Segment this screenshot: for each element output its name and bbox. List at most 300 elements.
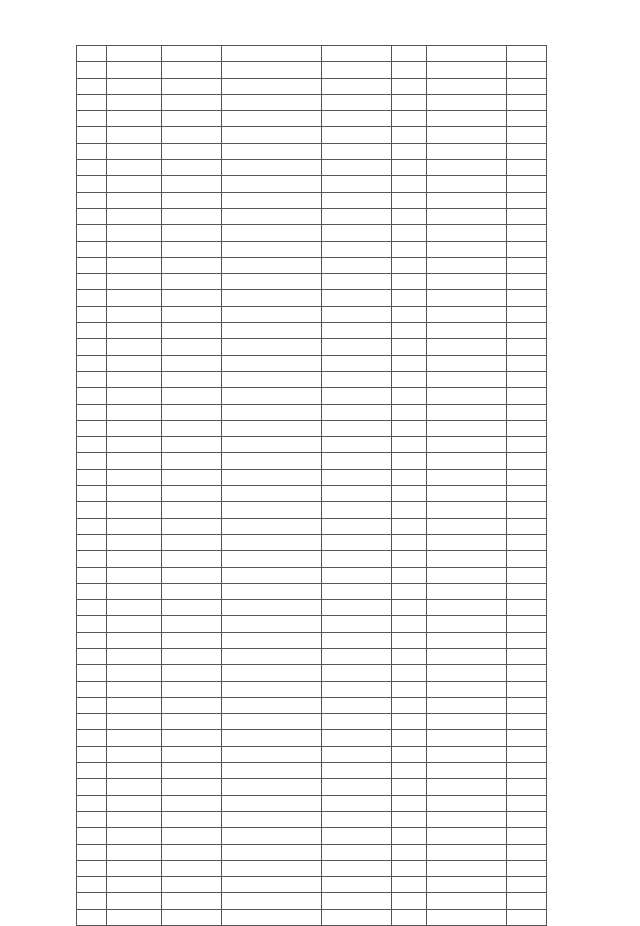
table-cell (77, 290, 107, 306)
table-cell (107, 160, 162, 176)
table-cell (222, 192, 322, 208)
table-cell (107, 877, 162, 893)
table-row (77, 730, 547, 746)
table-cell (162, 371, 222, 387)
table-cell (222, 355, 322, 371)
table-cell (322, 844, 392, 860)
table-cell (222, 160, 322, 176)
table-cell (427, 763, 507, 779)
table-cell (77, 714, 107, 730)
table-row (77, 502, 547, 518)
table-cell (222, 681, 322, 697)
table-cell (77, 665, 107, 681)
table-row (77, 763, 547, 779)
table-cell (162, 274, 222, 290)
table-row (77, 46, 547, 62)
table-cell (77, 78, 107, 94)
table-cell (507, 486, 547, 502)
table-cell (322, 567, 392, 583)
table-cell (107, 893, 162, 909)
table-cell (162, 388, 222, 404)
table-cell (77, 534, 107, 550)
table-cell (392, 290, 427, 306)
table-cell (77, 355, 107, 371)
table-cell (427, 355, 507, 371)
table-cell (222, 388, 322, 404)
table-cell (222, 877, 322, 893)
table-cell (507, 404, 547, 420)
table-row (77, 486, 547, 502)
table-cell (392, 306, 427, 322)
table-cell (507, 420, 547, 436)
table-cell (322, 600, 392, 616)
table-cell (427, 714, 507, 730)
table-cell (162, 877, 222, 893)
table-cell (392, 437, 427, 453)
table-cell (107, 420, 162, 436)
table-row (77, 746, 547, 762)
table-cell (162, 486, 222, 502)
table-cell (507, 648, 547, 664)
table-cell (222, 860, 322, 876)
table-cell (322, 306, 392, 322)
table-cell (107, 257, 162, 273)
table-cell (77, 371, 107, 387)
table-row (77, 648, 547, 664)
table-cell (322, 111, 392, 127)
table-cell (427, 860, 507, 876)
table-cell (107, 909, 162, 925)
table-cell (162, 339, 222, 355)
table-cell (322, 648, 392, 664)
table-cell (77, 681, 107, 697)
table-cell (392, 828, 427, 844)
table-cell (322, 616, 392, 632)
table-cell (107, 600, 162, 616)
table-cell (507, 355, 547, 371)
table-cell (507, 763, 547, 779)
table-cell (427, 111, 507, 127)
table-cell (507, 730, 547, 746)
table-cell (162, 909, 222, 925)
table-cell (222, 469, 322, 485)
table-cell (107, 828, 162, 844)
table-cell (162, 46, 222, 62)
table-cell (77, 877, 107, 893)
table-cell (427, 176, 507, 192)
table-cell (322, 909, 392, 925)
table-cell (392, 860, 427, 876)
table-cell (427, 225, 507, 241)
table-cell (77, 648, 107, 664)
table-cell (107, 290, 162, 306)
table-cell (77, 844, 107, 860)
table-cell (427, 502, 507, 518)
table-cell (507, 94, 547, 110)
table-cell (162, 420, 222, 436)
table-cell (392, 469, 427, 485)
table-cell (392, 355, 427, 371)
table-cell (392, 648, 427, 664)
table-cell (392, 893, 427, 909)
table-cell (322, 192, 392, 208)
table-cell (392, 323, 427, 339)
table-cell (322, 746, 392, 762)
table-cell (507, 62, 547, 78)
table-cell (162, 208, 222, 224)
table-cell (427, 241, 507, 257)
table-cell (162, 241, 222, 257)
table-row (77, 877, 547, 893)
table-cell (77, 551, 107, 567)
table-cell (507, 860, 547, 876)
table-cell (392, 339, 427, 355)
table-cell (222, 306, 322, 322)
table-cell (77, 274, 107, 290)
table-cell (507, 828, 547, 844)
table-cell (392, 795, 427, 811)
table-cell (507, 697, 547, 713)
table-cell (222, 583, 322, 599)
table-cell (222, 730, 322, 746)
document-sheet (76, 45, 546, 926)
table-row (77, 795, 547, 811)
table-cell (222, 208, 322, 224)
table-cell (322, 404, 392, 420)
table-cell (222, 828, 322, 844)
table-cell (222, 763, 322, 779)
table-cell (222, 632, 322, 648)
table-row (77, 208, 547, 224)
table-cell (77, 339, 107, 355)
table-cell (392, 779, 427, 795)
table-cell (322, 143, 392, 159)
table-row (77, 714, 547, 730)
table-cell (392, 143, 427, 159)
table-cell (222, 420, 322, 436)
table-cell (222, 62, 322, 78)
table-cell (162, 665, 222, 681)
table-cell (77, 746, 107, 762)
table-cell (222, 779, 322, 795)
table-cell (507, 746, 547, 762)
table-cell (392, 746, 427, 762)
table-cell (162, 534, 222, 550)
table-row (77, 551, 547, 567)
table-cell (507, 78, 547, 94)
table-cell (392, 453, 427, 469)
table-cell (162, 811, 222, 827)
table-cell (427, 306, 507, 322)
table-cell (162, 844, 222, 860)
table-cell (162, 437, 222, 453)
table-cell (107, 208, 162, 224)
table-cell (77, 616, 107, 632)
table-row (77, 828, 547, 844)
table-cell (107, 225, 162, 241)
table-cell (392, 46, 427, 62)
table-cell (77, 225, 107, 241)
table-cell (322, 763, 392, 779)
table-cell (322, 274, 392, 290)
table-cell (392, 388, 427, 404)
table-cell (392, 583, 427, 599)
table-cell (322, 518, 392, 534)
table-row (77, 469, 547, 485)
table-cell (507, 681, 547, 697)
table-cell (77, 127, 107, 143)
table-cell (222, 518, 322, 534)
table-cell (77, 779, 107, 795)
table-cell (392, 909, 427, 925)
table-cell (107, 534, 162, 550)
table-cell (322, 290, 392, 306)
table-cell (427, 371, 507, 387)
table-cell (392, 877, 427, 893)
table-cell (427, 844, 507, 860)
table-cell (507, 534, 547, 550)
table-cell (107, 648, 162, 664)
table-cell (507, 795, 547, 811)
table-cell (222, 893, 322, 909)
table-cell (222, 665, 322, 681)
table-cell (107, 583, 162, 599)
table-cell (392, 763, 427, 779)
table-cell (222, 225, 322, 241)
table-cell (77, 143, 107, 159)
table-cell (322, 94, 392, 110)
table-row (77, 355, 547, 371)
table-cell (392, 78, 427, 94)
table-cell (322, 420, 392, 436)
table-cell (322, 469, 392, 485)
table-cell (427, 453, 507, 469)
table-cell (392, 616, 427, 632)
table-cell (392, 534, 427, 550)
table-cell (507, 371, 547, 387)
table-cell (427, 551, 507, 567)
table-row (77, 111, 547, 127)
table-row (77, 192, 547, 208)
table-row (77, 616, 547, 632)
table-row (77, 225, 547, 241)
table-cell (507, 127, 547, 143)
table-cell (392, 665, 427, 681)
table-cell (107, 453, 162, 469)
table-cell (392, 518, 427, 534)
table-cell (322, 714, 392, 730)
table-cell (222, 453, 322, 469)
table-cell (162, 127, 222, 143)
table-cell (77, 909, 107, 925)
table-cell (427, 274, 507, 290)
table-cell (322, 877, 392, 893)
table-cell (427, 257, 507, 273)
table-cell (222, 502, 322, 518)
table-cell (77, 46, 107, 62)
table-cell (392, 681, 427, 697)
table-row (77, 241, 547, 257)
table-cell (507, 176, 547, 192)
table-cell (162, 746, 222, 762)
table-cell (222, 323, 322, 339)
table-cell (107, 78, 162, 94)
table-cell (77, 160, 107, 176)
table-cell (392, 714, 427, 730)
table-row (77, 143, 547, 159)
table-cell (162, 160, 222, 176)
table-cell (392, 811, 427, 827)
table-cell (322, 730, 392, 746)
table-cell (392, 420, 427, 436)
table-cell (427, 534, 507, 550)
table-cell (107, 355, 162, 371)
table-cell (77, 486, 107, 502)
table-cell (162, 94, 222, 110)
table-cell (107, 697, 162, 713)
table-cell (162, 355, 222, 371)
table-cell (322, 697, 392, 713)
table-cell (77, 437, 107, 453)
table-cell (107, 306, 162, 322)
table-cell (162, 714, 222, 730)
table-cell (222, 94, 322, 110)
table-cell (322, 355, 392, 371)
table-cell (222, 78, 322, 94)
table-cell (162, 257, 222, 273)
table-cell (222, 795, 322, 811)
table-row (77, 257, 547, 273)
table-cell (77, 453, 107, 469)
table-cell (507, 502, 547, 518)
table-row (77, 844, 547, 860)
table-cell (427, 46, 507, 62)
table-row (77, 567, 547, 583)
table-cell (427, 681, 507, 697)
table-cell (107, 518, 162, 534)
table-cell (77, 469, 107, 485)
table-cell (507, 46, 547, 62)
table-cell (322, 681, 392, 697)
table-cell (222, 274, 322, 290)
table-cell (507, 143, 547, 159)
table-cell (77, 600, 107, 616)
table-cell (222, 844, 322, 860)
table-cell (162, 176, 222, 192)
table-cell (222, 600, 322, 616)
table-cell (222, 339, 322, 355)
table-cell (77, 795, 107, 811)
table-cell (107, 632, 162, 648)
table-cell (107, 371, 162, 387)
table-cell (107, 94, 162, 110)
table-cell (507, 111, 547, 127)
table-cell (107, 143, 162, 159)
table-cell (392, 225, 427, 241)
table-cell (107, 241, 162, 257)
table-cell (392, 844, 427, 860)
table-cell (222, 616, 322, 632)
table-cell (392, 111, 427, 127)
table-row (77, 632, 547, 648)
table-cell (322, 176, 392, 192)
table-cell (507, 567, 547, 583)
table-cell (162, 404, 222, 420)
table-cell (107, 665, 162, 681)
table-cell (322, 46, 392, 62)
table-row (77, 306, 547, 322)
table-cell (162, 192, 222, 208)
table-cell (507, 877, 547, 893)
table-cell (427, 94, 507, 110)
table-cell (222, 111, 322, 127)
table-cell (162, 306, 222, 322)
table-row (77, 583, 547, 599)
table-cell (507, 665, 547, 681)
table-cell (162, 648, 222, 664)
table-cell (77, 632, 107, 648)
table-cell (162, 111, 222, 127)
table-cell (107, 111, 162, 127)
table-cell (222, 437, 322, 453)
table-cell (107, 469, 162, 485)
table-cell (107, 437, 162, 453)
table-cell (107, 388, 162, 404)
table-body (77, 46, 547, 926)
table-cell (322, 78, 392, 94)
table-cell (107, 176, 162, 192)
table-cell (162, 697, 222, 713)
table-row (77, 94, 547, 110)
table-row (77, 388, 547, 404)
table-cell (162, 893, 222, 909)
table-cell (77, 176, 107, 192)
table-cell (427, 632, 507, 648)
table-cell (77, 388, 107, 404)
table-cell (162, 828, 222, 844)
table-cell (427, 78, 507, 94)
table-cell (162, 583, 222, 599)
table-cell (392, 160, 427, 176)
table-cell (107, 763, 162, 779)
table-cell (392, 404, 427, 420)
table-cell (107, 339, 162, 355)
table-cell (222, 567, 322, 583)
table-cell (392, 567, 427, 583)
table-cell (107, 62, 162, 78)
table-cell (222, 404, 322, 420)
table-row (77, 274, 547, 290)
table-cell (322, 160, 392, 176)
table-cell (322, 632, 392, 648)
table-cell (507, 518, 547, 534)
table-cell (427, 420, 507, 436)
table-cell (107, 567, 162, 583)
table-row (77, 290, 547, 306)
table-cell (427, 208, 507, 224)
table-cell (77, 893, 107, 909)
table-cell (77, 306, 107, 322)
table-cell (162, 225, 222, 241)
table-cell (77, 811, 107, 827)
table-cell (107, 844, 162, 860)
table-cell (427, 828, 507, 844)
table-row (77, 779, 547, 795)
table-cell (77, 583, 107, 599)
table-cell (507, 600, 547, 616)
table-cell (427, 404, 507, 420)
table-cell (427, 811, 507, 827)
